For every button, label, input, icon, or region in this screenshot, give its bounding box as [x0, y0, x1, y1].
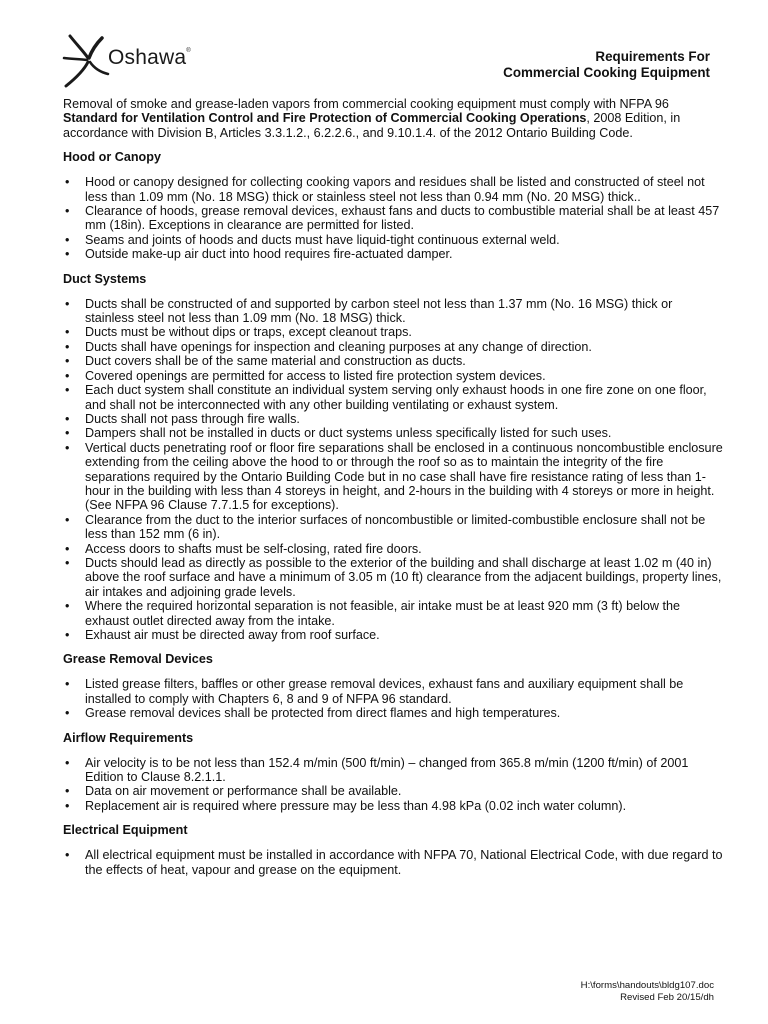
list-item: • Ducts shall have openings for inspection and cleaning purposes at any change of direction.: [63, 340, 723, 354]
oshawa-star-icon: [62, 32, 110, 90]
bullet-list: [63, 677, 723, 720]
list-item: • Ducts shall be constructed of and supported by carbon steel not less than 1.37 mm (No. 16 MSG) thick or stainless steel not less than 1.09 mm (No. 18 MSG) thick.: [63, 297, 723, 326]
document-footer: [581, 980, 714, 1004]
bullet-list: [63, 848, 723, 877]
title-line-1: Requirements For: [595, 49, 710, 64]
list-item: • Data on air movement or performance shall be available.: [63, 784, 723, 798]
list-item: • Outside make-up air duct into hood requires fire-actuated damper.: [63, 247, 723, 261]
document-title: [503, 49, 710, 81]
list-item: • All electrical equipment must be installed in accordance with NFPA 70, National Electrical Code, with due regard to the effects of heat, vapour and grease on the equipment.: [63, 848, 723, 877]
list-item: • Duct covers shall be of the same material and construction as ducts.: [63, 354, 723, 368]
section-heading: Electrical Equipment: [63, 823, 188, 838]
list-item: • Seams and joints of hoods and ducts must have liquid-tight continuous external weld.: [63, 233, 723, 247]
section-grease-removal-devices: [63, 652, 723, 720]
file-path: H:\forms\handouts\bldg107.doc: [580, 980, 714, 991]
section-airflow-requirements: [63, 731, 723, 814]
list-item: • Each duct system shall constitute an individual system serving only exhaust hoods in one fire zone on one floor, and shall not be interconnected with any other building ventilating or exhaust system.: [63, 383, 723, 412]
standard-name: Standard for Ventilation Control and Fire Protection of Commercial Cooking Operations: [63, 111, 587, 126]
list-item: • Ducts shall not pass through fire walls.: [63, 412, 723, 426]
list-item: • Hood or canopy designed for collecting cooking vapors and residues shall be listed and constructed of steel not less than 1.09 mm (No. 18 MSG) thick or stainless steel not less than 0.94 mm (No. 20 MSG) thick..: [63, 175, 723, 204]
logo-wordmark: Oshawa®: [108, 46, 191, 69]
list-item: • Listed grease filters, baffles or other grease removal devices, exhaust fans and auxiliary equipment shall be installed to comply with Chapters 6, 8 and 9 of NFPA 96 standard.: [63, 677, 723, 706]
list-item: • Clearance from the duct to the interior surfaces of noncombustible or limited-combustible enclosure shall not be less than 152 mm (6 in).: [63, 513, 723, 542]
section-heading: Grease Removal Devices: [63, 652, 213, 667]
oshawa-logo: [62, 32, 262, 90]
list-item: • Covered openings are permitted for access to listed fire protection system devices.: [63, 369, 723, 383]
section-electrical-equipment: [63, 823, 723, 877]
section-heading: Duct Systems: [63, 271, 147, 286]
list-item: • Access doors to shafts must be self-closing, rated fire doors.: [63, 542, 723, 556]
intro-paragraph: Removal of smoke and grease-laden vapors from commercial cooking equipment must comply with NFPA 96 Standard for Ventilation Control and Fire Protection of Commercial Cooking Operations, 2008 Edition, in accordance with Division B, Articles 3.3.1.2., 6.2.2.6., and 9.10.1.4. of the 2012 Ontario Building Code.: [63, 97, 681, 140]
revision-note: Revised Feb 20/15/dh: [620, 992, 714, 1003]
document-body: [63, 97, 723, 877]
list-item: • Clearance of hoods, grease removal devices, exhaust fans and ducts to combustible material shall be at least 457 mm (18in). Exceptions in clearance are permitted for listed.: [63, 204, 723, 233]
list-item: • Ducts should lead as directly as possible to the exterior of the building and shall discharge at least 1.02 m (40 in) above the roof surface and have a minimum of 3.05 m (10 ft) clearance from the adjacent buildings, property lines, air intakes and adjoining grade levels.: [63, 556, 723, 599]
section-duct-systems: [63, 272, 723, 643]
list-item: • Where the required horizontal separation is not feasible, air intake must be at least 920 mm (3 ft) below the exhaust outlet directed away from the intake.: [63, 599, 723, 628]
section-hood-or-canopy: [63, 150, 723, 261]
section-heading: Airflow Requirements: [63, 730, 194, 745]
bullet-list: [63, 297, 723, 643]
list-item: • Vertical ducts penetrating roof or floor fire separations shall be enclosed in a continuous noncombustible enclosure extending from the ceiling above the hood to or through the roof so as to maintain the integrity of the fire separations required by the Ontario Building Code but in no case shall have fire resistance rating of less than 1-hour in the building with less than 4 storeys in height, and 2-hours in the building with 4 storeys or more in height. (See NFPA 96 Clause 7.7.1.5 for exceptions).: [63, 441, 723, 513]
list-item: • Exhaust air must be directed away from roof surface.: [63, 628, 723, 642]
list-item: • Dampers shall not be installed in ducts or duct systems unless specifically listed for such uses.: [63, 426, 723, 440]
title-line-2: Commercial Cooking Equipment: [503, 65, 710, 80]
bullet-list: [63, 175, 723, 261]
list-item: • Grease removal devices shall be protected from direct flames and high temperatures.: [63, 706, 723, 720]
bullet-list: [63, 756, 723, 814]
list-item: • Ducts must be without dips or traps, except cleanout traps.: [63, 325, 723, 339]
list-item: • Air velocity is to be not less than 152.4 m/min (500 ft/min) – changed from 365.8 m/min (1200 ft/min) of 2001 Edition to Clause 8.2.1.1.: [63, 756, 723, 785]
list-item: • Replacement air is required where pressure may be less than 4.98 kPa (0.02 inch water column).: [63, 799, 723, 813]
section-heading: Hood or Canopy: [63, 150, 161, 165]
